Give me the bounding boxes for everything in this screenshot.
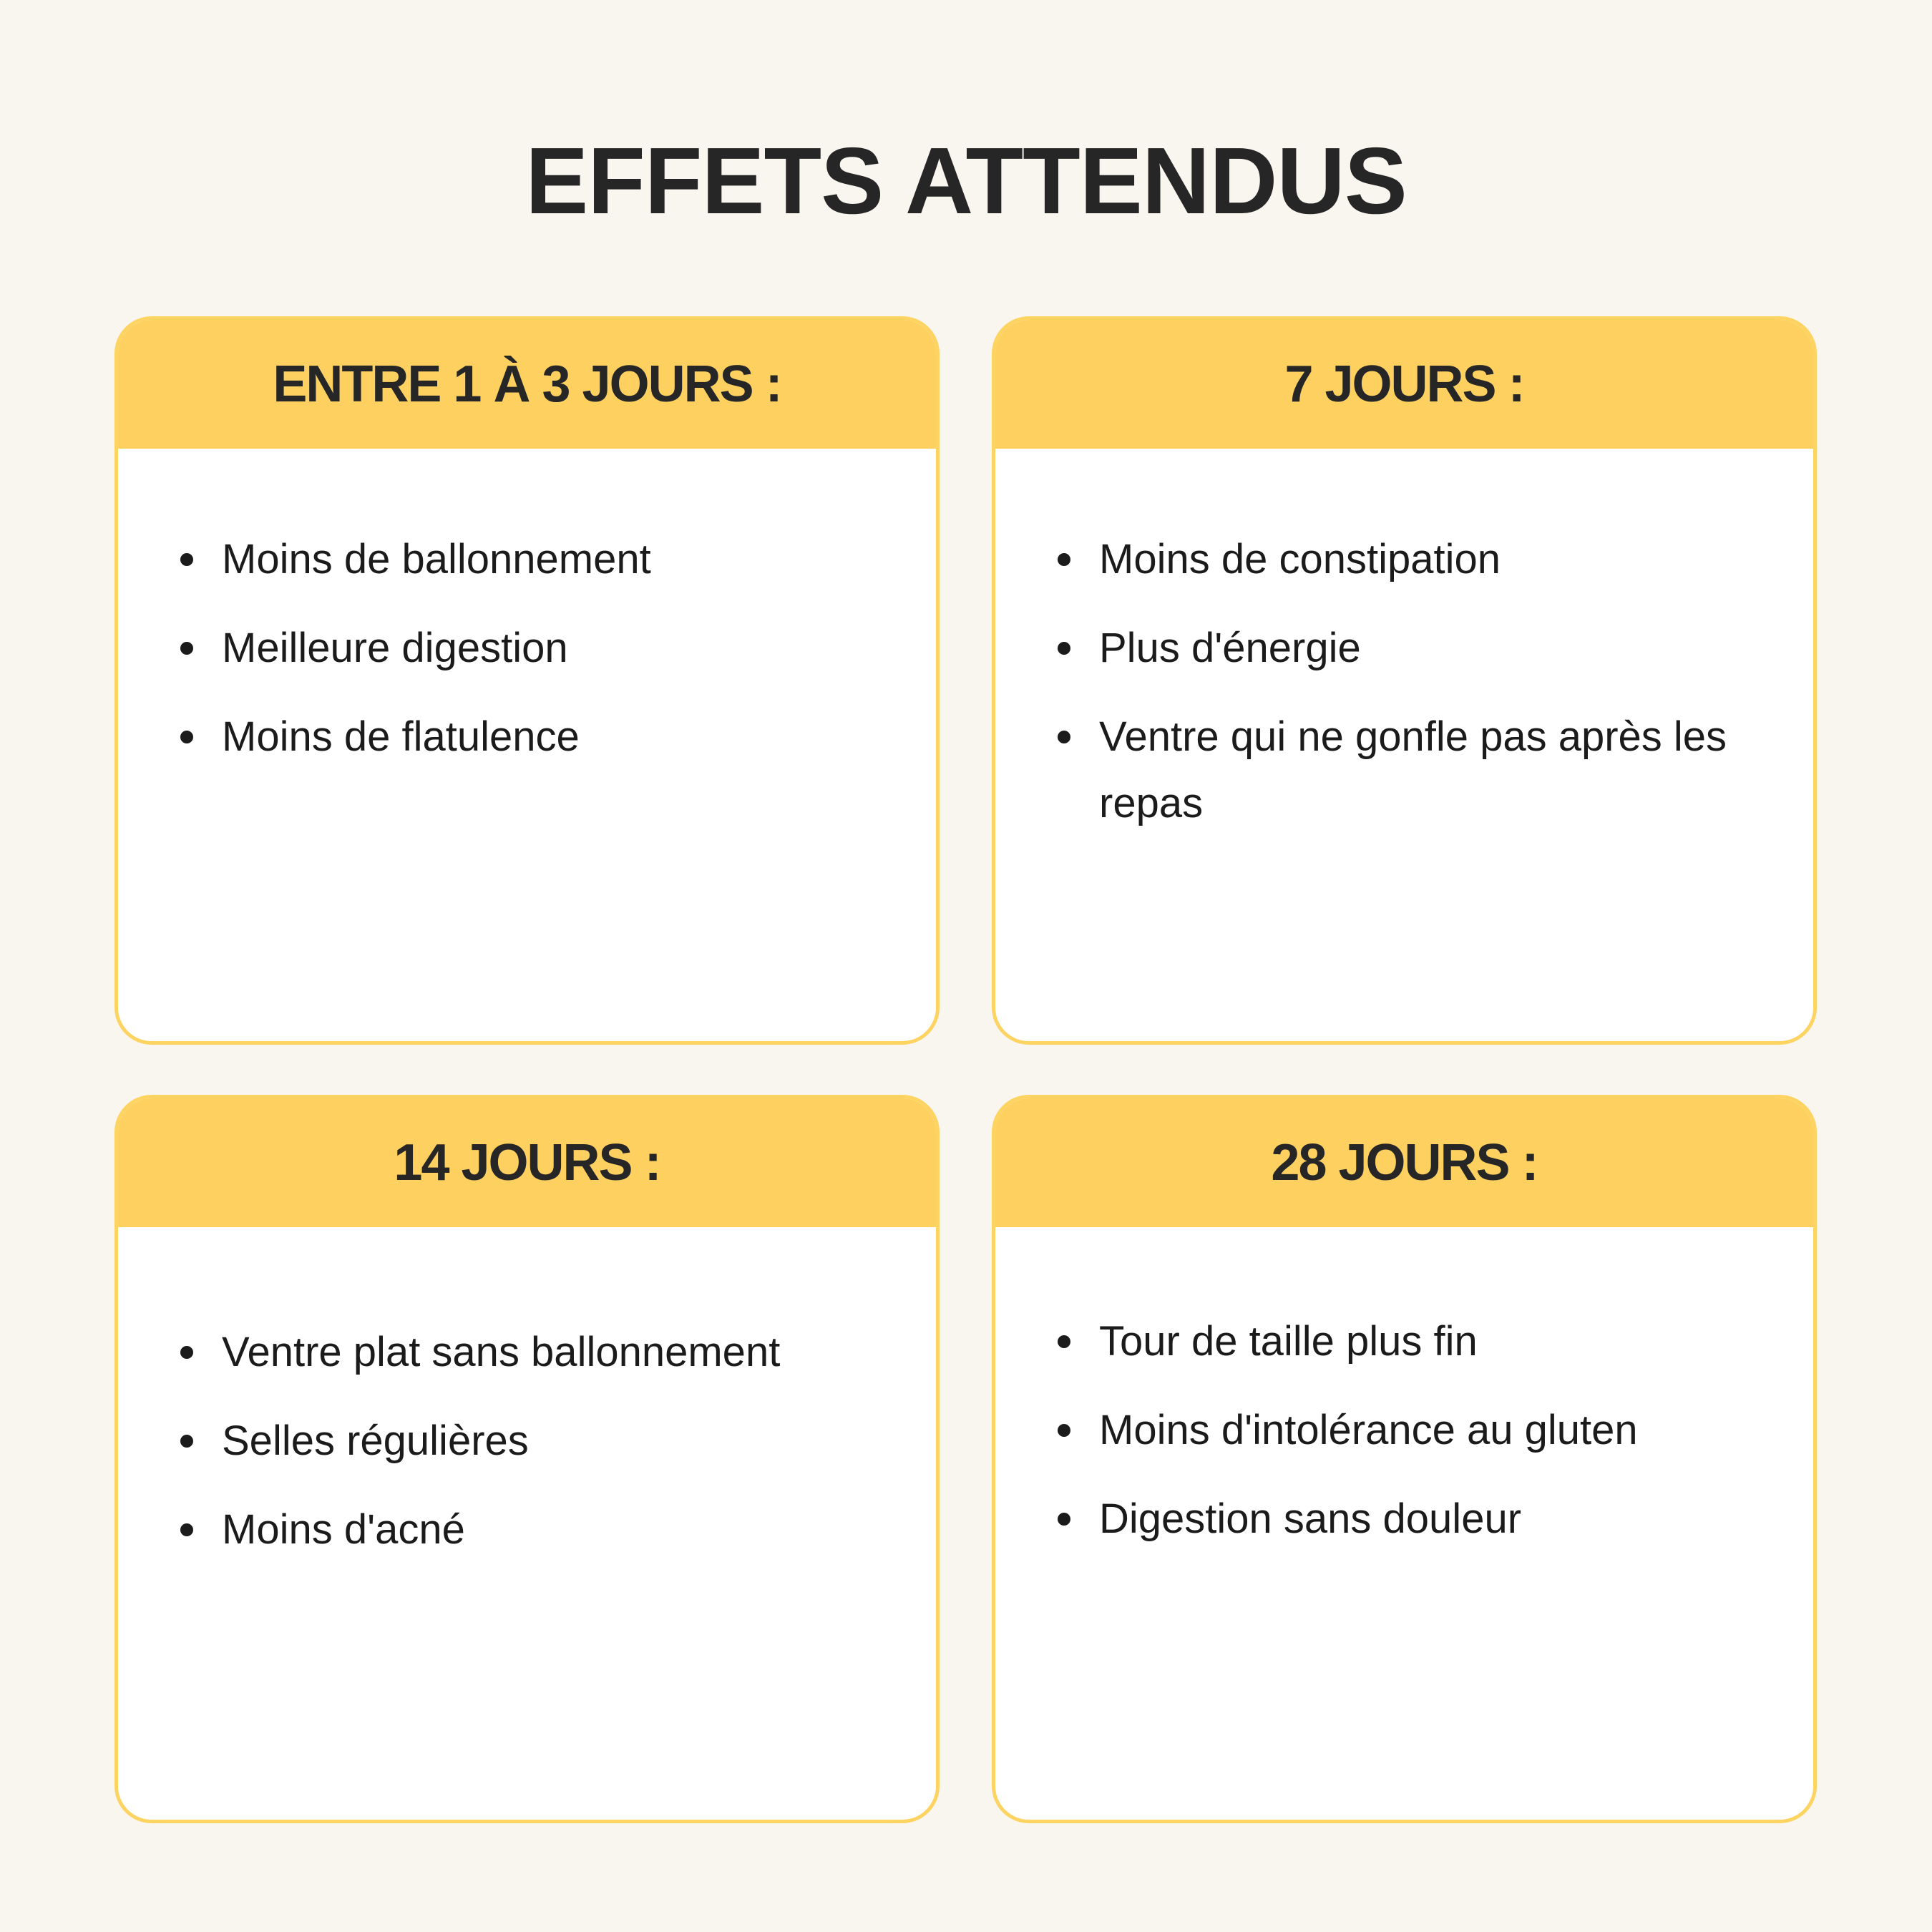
card-7-days [992, 316, 1817, 1045]
card-title: 7 JOURS : [1284, 356, 1524, 413]
card-title: 14 JOURS : [394, 1134, 660, 1191]
card-header [995, 1098, 1813, 1227]
card-title: ENTRE 1 À 3 JOURS : [273, 356, 781, 413]
list-item: Moins de constipation [1099, 526, 1815, 592]
page-title: EFFETS ATTENDUS [525, 128, 1407, 233]
list-item: Moins d'acné [222, 1496, 937, 1563]
list-item: Selles régulières [222, 1407, 937, 1474]
effects-list [995, 526, 1815, 859]
card-1-to-3-days [114, 316, 940, 1045]
list-item: Moins d'intolérance au gluten [1099, 1397, 1815, 1463]
list-item: Tour de taille plus fin [1099, 1308, 1815, 1375]
card-title: 28 JOURS : [1271, 1134, 1538, 1191]
card-header [118, 1098, 936, 1227]
list-item: Ventre qui ne gonfle pas après les repas [1099, 703, 1815, 836]
list-item: Meilleure digestion [222, 615, 937, 681]
effects-list [118, 1319, 937, 1585]
list-item: Moins de flatulence [222, 703, 937, 770]
card-14-days [114, 1095, 940, 1823]
list-item: Ventre plat sans ballonnement [222, 1319, 937, 1385]
list-item: Plus d'énergie [1099, 615, 1815, 681]
card-28-days [992, 1095, 1817, 1823]
effects-list [118, 526, 937, 792]
list-item: Moins de ballonnement [222, 526, 937, 592]
card-header [995, 320, 1813, 449]
list-item: Digestion sans douleur [1099, 1485, 1815, 1552]
effects-list [995, 1308, 1815, 1574]
card-header [118, 320, 936, 449]
